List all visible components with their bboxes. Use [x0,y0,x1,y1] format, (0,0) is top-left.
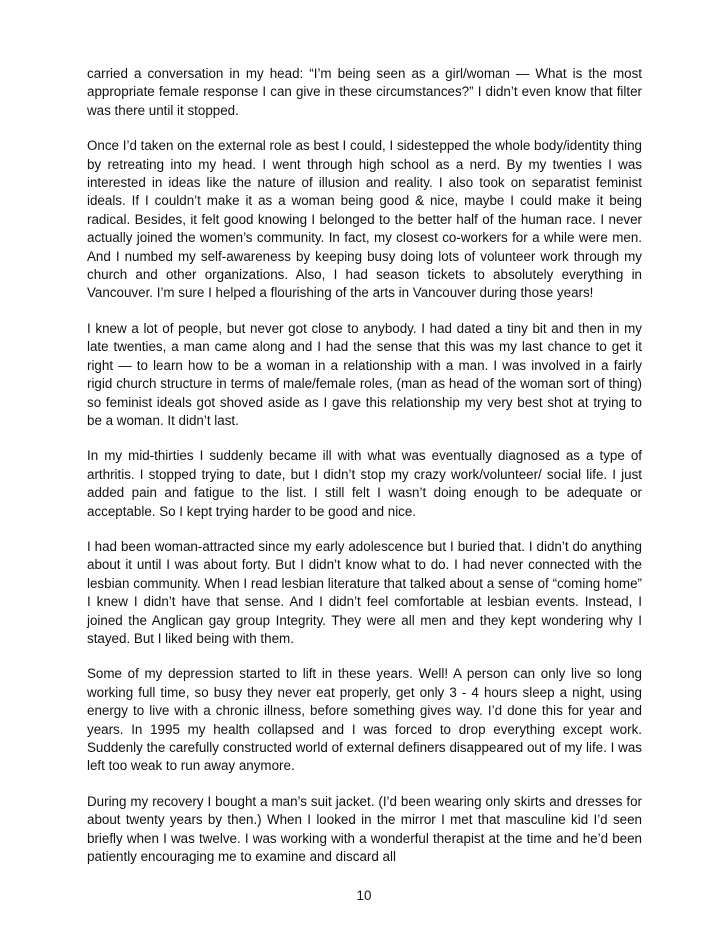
paragraph-2: Once I’d taken on the external role as best I could, I sidestepped the whole body/identity thing by retreating into my head. I went through high school as a nerd. By my twenties I was interested in ideas like the nature of illusion and reality. I also took on separatist feminist ideals. If I couldn’t make it as a woman being good & nice, maybe I could make it being radical. Besides, it felt good knowing I belonged to the better half of the human race. I never actually joined the women’s community. In fact, my closest co-workers for a while were men. And I numbed my self-awareness by keeping busy doing lots of volunteer work through my church and other organizations. Also, I had season tickets to absolutely everything in Vancouver. I’m sure I helped a flourishing of the arts in Vancouver during those years! [87,138,642,301]
document-body [87,65,642,883]
paragraph-1: carried a conversation in my head: “I’m being seen as a girl/woman — What is the most appropriate female response I can give in these circumstances?” I didn’t even know that filter was there until it stopped. [87,66,642,118]
paragraph-6: Some of my depression started to lift in these years. Well! A person can only live so long working full time, so busy they never eat properly, get only 3 - 4 hours sleep a night, using energy to live with a chronic illness, before something gives way. I’d done this for year and years. In 1995 my health collapsed and I was forced to drop everything except work. Suddenly the carefully constructed world of external definers disappeared out of my life. I was left too weak to run away anymore. [87,666,642,774]
paragraph-5: I had been woman-attracted since my early adolescence but I buried that. I didn’t do anything about it until I was about forty. But I didn’t know what to do. I had never connected with the lesbian community. When I read lesbian literature that talked about a sense of “coming home” I knew I didn’t have that sense. And I didn’t feel comfortable at lesbian events. Instead, I joined the Anglican gay group Integrity. They were all men and they kept wondering why I stayed. But I liked being with them. [87,538,642,646]
paragraph-3: I knew a lot of people, but never got close to anybody. I had dated a tiny bit and then in my late twenties, a man came along and I had the sense that this was my last chance to get it right — to learn how to be a woman in a relationship with a man. I was involved in a fairly rigid church structure in terms of male/female roles, (man as head of the woman sort of thing) so feminist ideals got shoved aside as I gave this relationship my very best shot at trying to be a woman. It didn’t last. [87,320,642,428]
paragraph-4: In my mid-thirties I suddenly became ill with what was eventually diagnosed as a type of arthritis. I stopped trying to date, but I didn’t stop my crazy work/volunteer/ social life. I just added pain and fatigue to the list. I still felt I wasn’t doing enough to be adequate or acceptable. So I kept trying harder to be good and nice. [87,448,642,519]
page-number: 10 [356,888,372,903]
paragraph-7: During my recovery I bought a man’s suit jacket. (I’d been wearing only skirts and dresses for about twenty years by then.) When I looked in the mirror I met that masculine kid I’d seen briefly when I was twelve. I was working with a wonderful therapist at the time and he’d been patiently encouraging me to examine and discard all [87,793,642,865]
